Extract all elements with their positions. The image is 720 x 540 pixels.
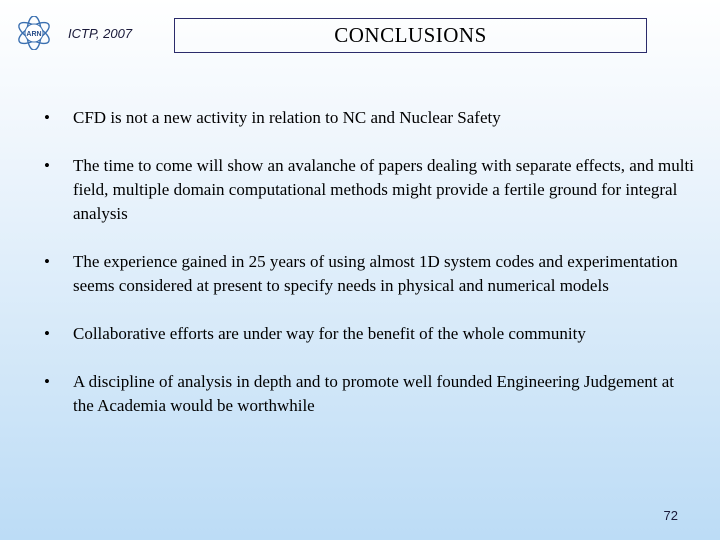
svg-text:ARN: ARN [26,31,42,38]
bullet-text: CFD is not a new activity in relation to NC and Nuclear Safety [73,108,501,127]
bullet-item [44,154,694,226]
bullet-symbol: • [44,156,50,175]
bullet-item [44,106,694,130]
bullet-text: The experience gained in 25 years of using almost 1D system codes and experimentation seems considered at present to specify needs in physical and numerical models [73,252,678,295]
bullet-text: The time to come will show an avalanche of papers dealing with separate effects, and multi field, multiple domain computational methods might provide a fertile ground for integral analysis [73,156,694,223]
bullet-item [44,370,694,418]
bullet-text: Collaborative efforts are under way for the benefit of the whole community [73,324,586,343]
bullet-symbol: • [44,372,50,391]
bullet-item [44,322,694,346]
bullet-symbol: • [44,108,50,127]
atom-logo-icon [14,16,54,50]
bullet-symbol: • [44,324,50,343]
page-number: 72 [663,508,678,523]
bullet-text: A discipline of analysis in depth and to promote well founded Engineering Judgement at the Academia would be worthwhile [73,372,675,415]
bullet-item [44,250,694,298]
slide-title: CONCLUSIONS [174,18,647,53]
sarnet-logo [14,16,54,50]
bullet-symbol: • [44,252,50,271]
event-label: ICTP, 2007 [68,26,133,41]
bullet-list [44,106,694,418]
